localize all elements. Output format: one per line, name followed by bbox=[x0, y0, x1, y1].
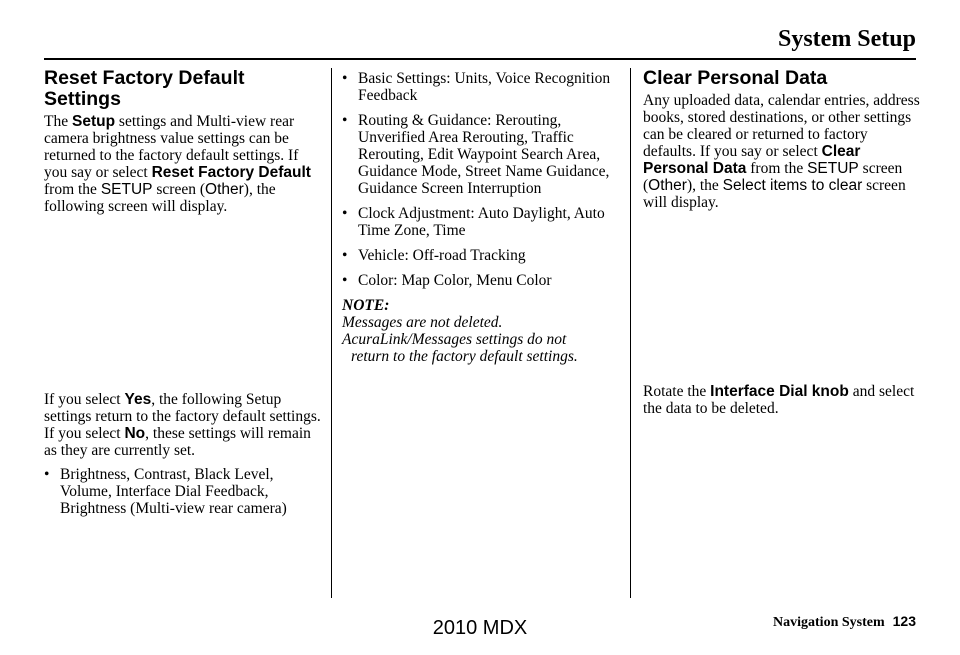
screenshot-placeholder bbox=[44, 215, 322, 391]
reset-settings-list-1 bbox=[44, 466, 322, 517]
text: If you select bbox=[44, 391, 125, 408]
footer-section: Navigation System bbox=[773, 615, 885, 630]
screenshot-placeholder bbox=[643, 211, 923, 383]
text: Rotate the bbox=[643, 383, 711, 400]
note-block bbox=[342, 297, 614, 365]
column-divider-1 bbox=[331, 68, 332, 598]
ui-term-no: No bbox=[124, 425, 146, 442]
text: settings and Multi-view rear camera brightness value settings can be returned to the factory default settings. If you say or select bbox=[44, 113, 299, 181]
ui-term-setup-screen: SETUP bbox=[100, 181, 153, 198]
text: from the bbox=[44, 181, 101, 198]
text: ), the following screen will display. bbox=[44, 181, 276, 215]
text: , the following Setup settings return to the factory default settings. If you select bbox=[44, 391, 321, 442]
ui-term-setup: Setup bbox=[71, 113, 116, 130]
text: and select the data to be deleted. bbox=[643, 383, 915, 417]
reset-factory-intro bbox=[44, 113, 322, 215]
list-item: • Vehicle: Off-road Tracking bbox=[342, 247, 614, 264]
text: The bbox=[44, 113, 72, 130]
ui-term-setup-screen: SETUP bbox=[807, 160, 859, 177]
list-item: • Color: Map Color, Menu Color bbox=[342, 272, 614, 289]
clear-personal-data-rotate bbox=[643, 383, 923, 417]
ui-term-interface-dial-knob: Interface Dial knob bbox=[710, 383, 849, 400]
text: , these settings will remain as they are currently set. bbox=[44, 425, 311, 459]
ui-term-select-items-to-clear: Select items to clear bbox=[722, 177, 863, 194]
text: screen will display. bbox=[643, 177, 906, 211]
reset-factory-yes-no bbox=[44, 391, 322, 459]
clear-personal-data-intro bbox=[643, 92, 923, 211]
reset-factory-heading: Reset Factory Default Settings bbox=[44, 67, 245, 110]
list-item: • Routing & Guidance: Rerouting, Unverified Area Rerouting, Traffic Rerouting, Edit Waypoint Search Area, Guidance Mode, Street Name Guidance, Guidance Screen Interruption bbox=[342, 112, 614, 197]
text: screen ( bbox=[152, 181, 206, 198]
ui-term-clear-personal-data: Clear Personal Data bbox=[643, 143, 861, 177]
text: screen ( bbox=[643, 160, 903, 194]
footer-page-info bbox=[773, 613, 916, 631]
text: from the bbox=[746, 160, 808, 177]
column-divider-2 bbox=[630, 68, 631, 598]
ui-term-other: Other bbox=[648, 177, 687, 194]
page-number: 123 bbox=[892, 613, 916, 629]
ui-term-reset-factory-default: Reset Factory Default bbox=[151, 164, 311, 181]
list-item: • Basic Settings: Units, Voice Recognition Feedback bbox=[342, 70, 614, 104]
column-reset-factory bbox=[44, 68, 322, 525]
column-clear-personal-data bbox=[643, 68, 923, 417]
text: ), the bbox=[686, 177, 723, 194]
column-reset-settings-list bbox=[342, 68, 614, 365]
ui-term-yes: Yes bbox=[124, 391, 152, 408]
clear-personal-data-heading: Clear Personal Data bbox=[643, 67, 828, 89]
list-item: • Clock Adjustment: Auto Daylight, Auto Time Zone, Time bbox=[342, 205, 614, 239]
page-title: System Setup bbox=[777, 26, 916, 52]
note-line-1: Messages are not deleted. bbox=[342, 314, 503, 331]
note-label: NOTE: bbox=[342, 297, 390, 314]
text: Any uploaded data, calendar entries, address books, stored destinations, or other settings can be cleared or returned to factory defaults. If you say or select bbox=[643, 92, 920, 160]
footer-model: 2010 MDX bbox=[432, 617, 528, 639]
list-item: • Brightness, Contrast, Black Level, Volume, Interface Dial Feedback, Brightness (Multi-view rear camera) bbox=[44, 466, 322, 517]
note-line-2: AcuraLink/Messages settings do not bbox=[342, 331, 567, 348]
note-line-3: return to the factory default settings. bbox=[351, 348, 578, 365]
reset-settings-list-2 bbox=[342, 70, 614, 289]
ui-term-other: Other bbox=[205, 181, 244, 198]
header-rule bbox=[44, 58, 916, 60]
